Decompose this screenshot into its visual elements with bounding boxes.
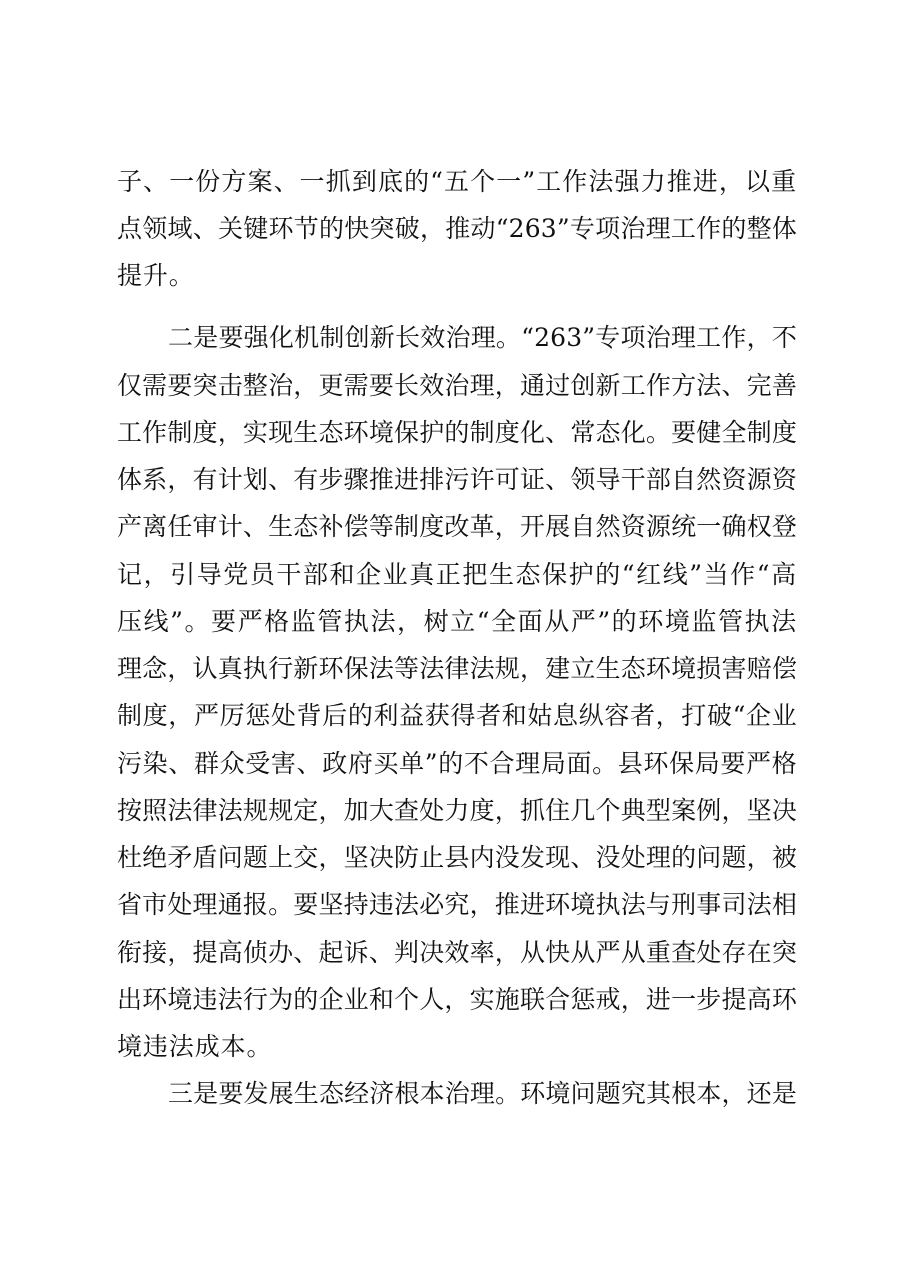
paragraph-2-line-7: 压线”。要严格监管执法，树立“全面从严”的环境监管执法 <box>117 607 797 636</box>
paragraph-2-line-6: 记，引导党员干部和企业真正把生态保护的“红线”当作“高 <box>117 560 797 589</box>
paragraph-2-line-3: 工作制度，实现生态环境保护的制度化、常态化。要健全制度 <box>117 418 797 447</box>
paragraph-1-line-2: 点领域、关键环节的快突破，推动“263”专项治理工作的整体 <box>117 214 797 243</box>
paragraph-2-line-15: 出环境违法行为的企业和个人，实施联合惩戒，进一步提高环 <box>117 985 797 1014</box>
paragraph-2-line-13: 省市处理通报。要坚持违法必究，推进环境执法与刑事司法相 <box>117 890 797 919</box>
paragraph-2-line-11: 按照法律法规规定，加大查处力度，抓住几个典型案例，坚决 <box>117 796 797 825</box>
paragraph-1-line-1: 子、一份方案、一抓到底的“五个一”工作法强力推进，以重 <box>117 167 797 196</box>
paragraph-2-line-12: 杜绝矛盾问题上交，坚决防止县内没发现、没处理的问题，被 <box>117 843 797 872</box>
paragraph-2-line-8: 理念，认真执行新环保法等法律法规，建立生态环境损害赔偿 <box>117 654 797 683</box>
paragraph-2-line-10: 污染、群众受害、政府买单”的不合理局面。县环保局要严格 <box>117 749 798 778</box>
paragraph-2-line-2: 仅需要突击整治，更需要长效治理，通过创新工作方法、完善 <box>117 371 797 400</box>
paragraph-2-line-1: 二是要强化机制创新长效治理。“263”专项治理工作，不 <box>168 323 797 352</box>
paragraph-2-line-5: 产离任审计、生态补偿等制度改革，开展自然资源统一确权登 <box>117 512 797 541</box>
paragraph-2-line-4: 体系，有计划、有步骤推进排污许可证、领导干部自然资源资 <box>117 465 797 494</box>
paragraph-2-line-14: 衔接，提高侦办、起诉、判决效率，从快从严从重查处存在突 <box>117 938 797 967</box>
paragraph-3-line-1: 三是要发展生态经济根本治理。环境问题究其根本，还是 <box>168 1079 797 1108</box>
paragraph-1-line-3: 提升。 <box>117 261 195 290</box>
paragraph-2-line-16: 境违法成本。 <box>117 1032 273 1061</box>
paragraph-2-line-9: 制度，严厉惩处背后的利益获得者和姑息纵容者，打破“企业 <box>117 701 798 730</box>
